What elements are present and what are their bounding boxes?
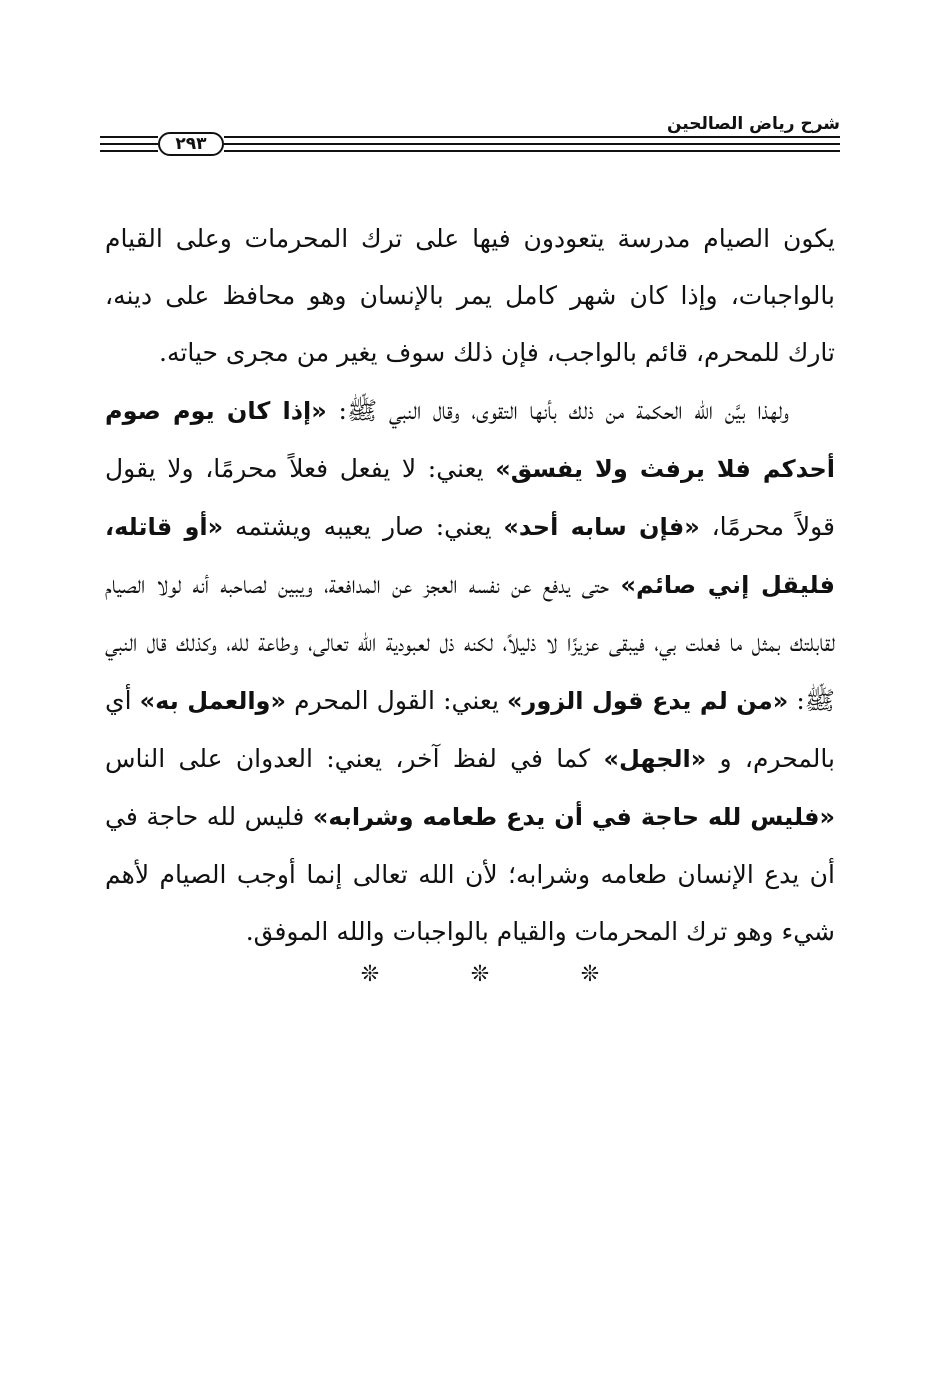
asterism-icon: ❊ <box>470 962 490 987</box>
hadith-quote: «الجهل» <box>603 744 707 773</box>
header-rule-right-mid <box>224 143 840 145</box>
text-segment: ولهذا بيَّن الله الحكمة من ذلك بأنها التقوى، وقال النبي ﷺ: <box>326 395 789 425</box>
text-segment: يعني: القول المحرم <box>285 685 508 715</box>
header-rule-left-bottom <box>100 150 158 152</box>
page-header <box>100 112 840 156</box>
text-segment: يعني: صار يعيبه ويشتمه <box>223 512 504 542</box>
section-separator <box>350 962 610 992</box>
hadith-quote: «إذا كان يوم صوم أحدكم فلا يرفث ولا يفسق» <box>105 396 835 483</box>
text-segment: يعني: لا يفعل فعلاً محرمًا، ولا يقول قولاً محرمًا، <box>105 453 835 542</box>
header-rule-right-bottom <box>224 150 840 152</box>
running-title: شرح رياض الصالحين <box>666 114 840 134</box>
text-segment: حتى يدفع عن نفسه العجز عن المدافعة، ويبين لصاحبه أنه لولا الصيام لقابلتك بمثل ما فعلت بي، فيبقى عزيزًا لا ذليلاً، لكنه ذل لعبودية الله تعالى، وطاعة لله، وكذلك قال النبي ﷺ: <box>105 570 835 715</box>
header-rule-right-top <box>224 136 840 138</box>
text-segment: كما في لفظ آخر، يعني: العدوان على الناس <box>105 743 604 773</box>
page-number: ٢٩٣ <box>158 132 224 156</box>
header-rule-left-mid <box>100 143 158 145</box>
hadith-quote: «والعمل به» <box>139 686 286 715</box>
paragraph-1-text: يكون الصيام مدرسة يتعودون فيها على ترك المحرمات وعلى القيام بالواجبات، وإذا كان شهر كامل يمر بالإنسان وهو محافظ على دينه، تارك للمحرم، قائم بالواجب، فإن ذلك سوف يغير من مجرى حياته. <box>105 224 835 368</box>
body-text <box>105 210 835 961</box>
hadith-quote: «من لم يدع قول الزور» <box>507 686 789 715</box>
text-segment: فليس لله حاجة في أن يدع الإنسان طعامه وشرابه؛ لأن الله تعالى إنما أوجب الصيام لأهم شيء وهو ترك المحرمات والقيام بالواجبات والله الموفق. <box>105 802 835 947</box>
hadith-quote: «فإن سابه أحد» <box>503 513 700 542</box>
asterism-icon: ❊ <box>360 962 380 987</box>
paragraph-1 <box>105 210 835 382</box>
hadith-quote: «فليس لله حاجة في أن يدع طعامه وشرابه» <box>312 803 835 832</box>
text-segment: أي بالمحرم، و <box>105 685 835 773</box>
paragraph-2 <box>105 382 835 961</box>
header-rule-left-top <box>100 136 158 138</box>
hadith-quote: «أو قاتله، فليقل إني صائم» <box>105 513 835 600</box>
asterism-icon: ❊ <box>580 962 600 987</box>
